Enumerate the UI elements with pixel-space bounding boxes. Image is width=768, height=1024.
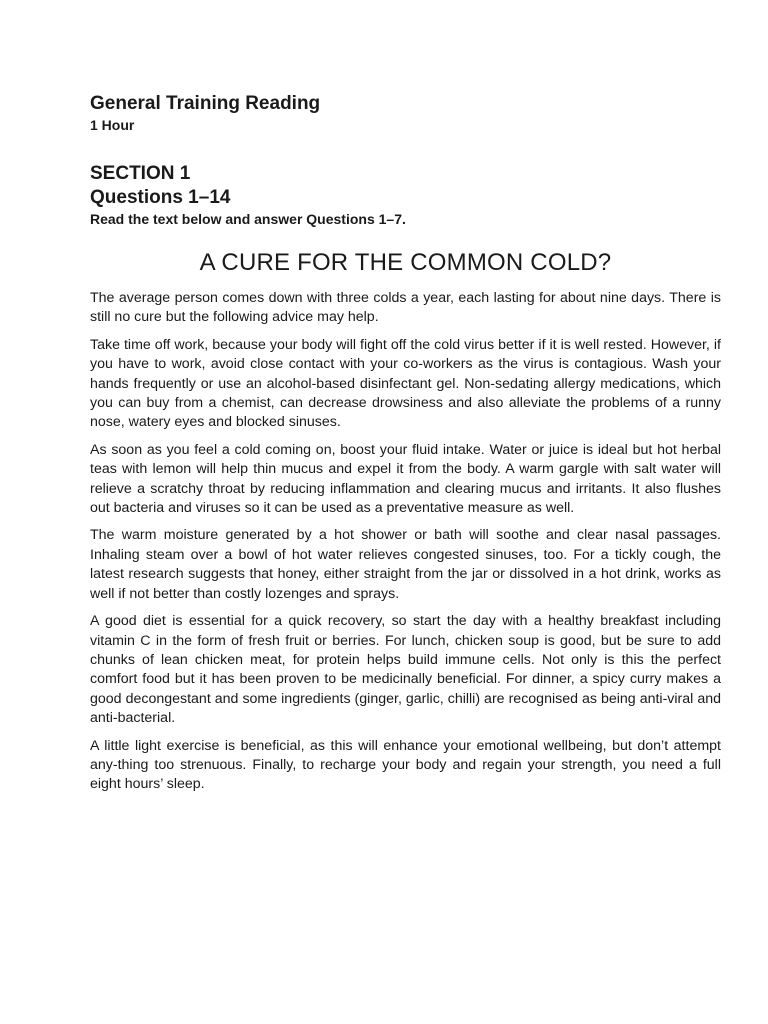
questions-range: Questions 1–14 <box>90 187 231 208</box>
document-title: General Training Reading <box>90 93 321 114</box>
section-title: SECTION 1 <box>90 163 191 184</box>
article-title: A CURE FOR THE COMMON COLD? <box>199 249 612 276</box>
article-paragraph: As soon as you feel a cold coming on, boost your fluid intake. Water or juice is ideal but hot herbal teas with lemon will help thin mucus and expel it from the body. A warm gargle with salt water will relieve a scratchy throat by reducing inflammation and clearing mucus and irritants. It also flushes out bacteria and viruses so it can be used as a preventative measure as well. <box>90 441 721 517</box>
article-paragraph: The average person comes down with three colds a year, each lasting for about nine days. There is still no cure but the following advice may help. <box>90 290 721 326</box>
article-paragraph: Take time off work, because your body will fight off the cold virus better if it is well rested. However, if you have to work, avoid close contact with your co-workers as the virus is contagious. Wash your hands frequently or use an alcohol-based disinfectant gel. Non-sedating allergy medications, which you can buy from a chemist, can decrease drowsiness and also alleviate the problems of a runny nose, watery eyes and blocked sinuses. <box>90 336 721 431</box>
instruction-text: Read the text below and answer Questions 1–7. <box>90 211 406 227</box>
article-paragraph: A little light exercise is beneficial, as this will enhance your emotional wellbeing, but don’t attempt any-thing too strenuous. Finally, to recharge your body and regain your strength, you need a full eight hours’ sleep. <box>90 737 721 793</box>
test-duration: 1 Hour <box>90 117 135 133</box>
article-paragraph: The warm moisture generated by a hot shower or bath will soothe and clear nasal passages. Inhaling steam over a bowl of hot water relieves congested sinuses, too. For a tickly cough, the latest research suggests that honey, either straight from the jar or dissolved in a hot drink, works as well if not better than costly lozenges and sprays. <box>90 527 721 602</box>
document-page <box>90 92 721 803</box>
article-paragraph: A good diet is essential for a quick recovery, so start the day with a healthy breakfast including vitamin C in the form of fresh fruit or berries. For lunch, chicken soup is good, but be sure to add chunks of lean chicken meat, for protein helps build immune cells. Not only is this the perfect comfort food but it has been proven to be medicinally beneficial. For dinner, a spicy curry makes a good decongestant and some ingredients (ginger, garlic, chilli) are recognised as being anti-viral and anti-bacterial. <box>90 613 721 727</box>
article-body <box>90 289 721 795</box>
